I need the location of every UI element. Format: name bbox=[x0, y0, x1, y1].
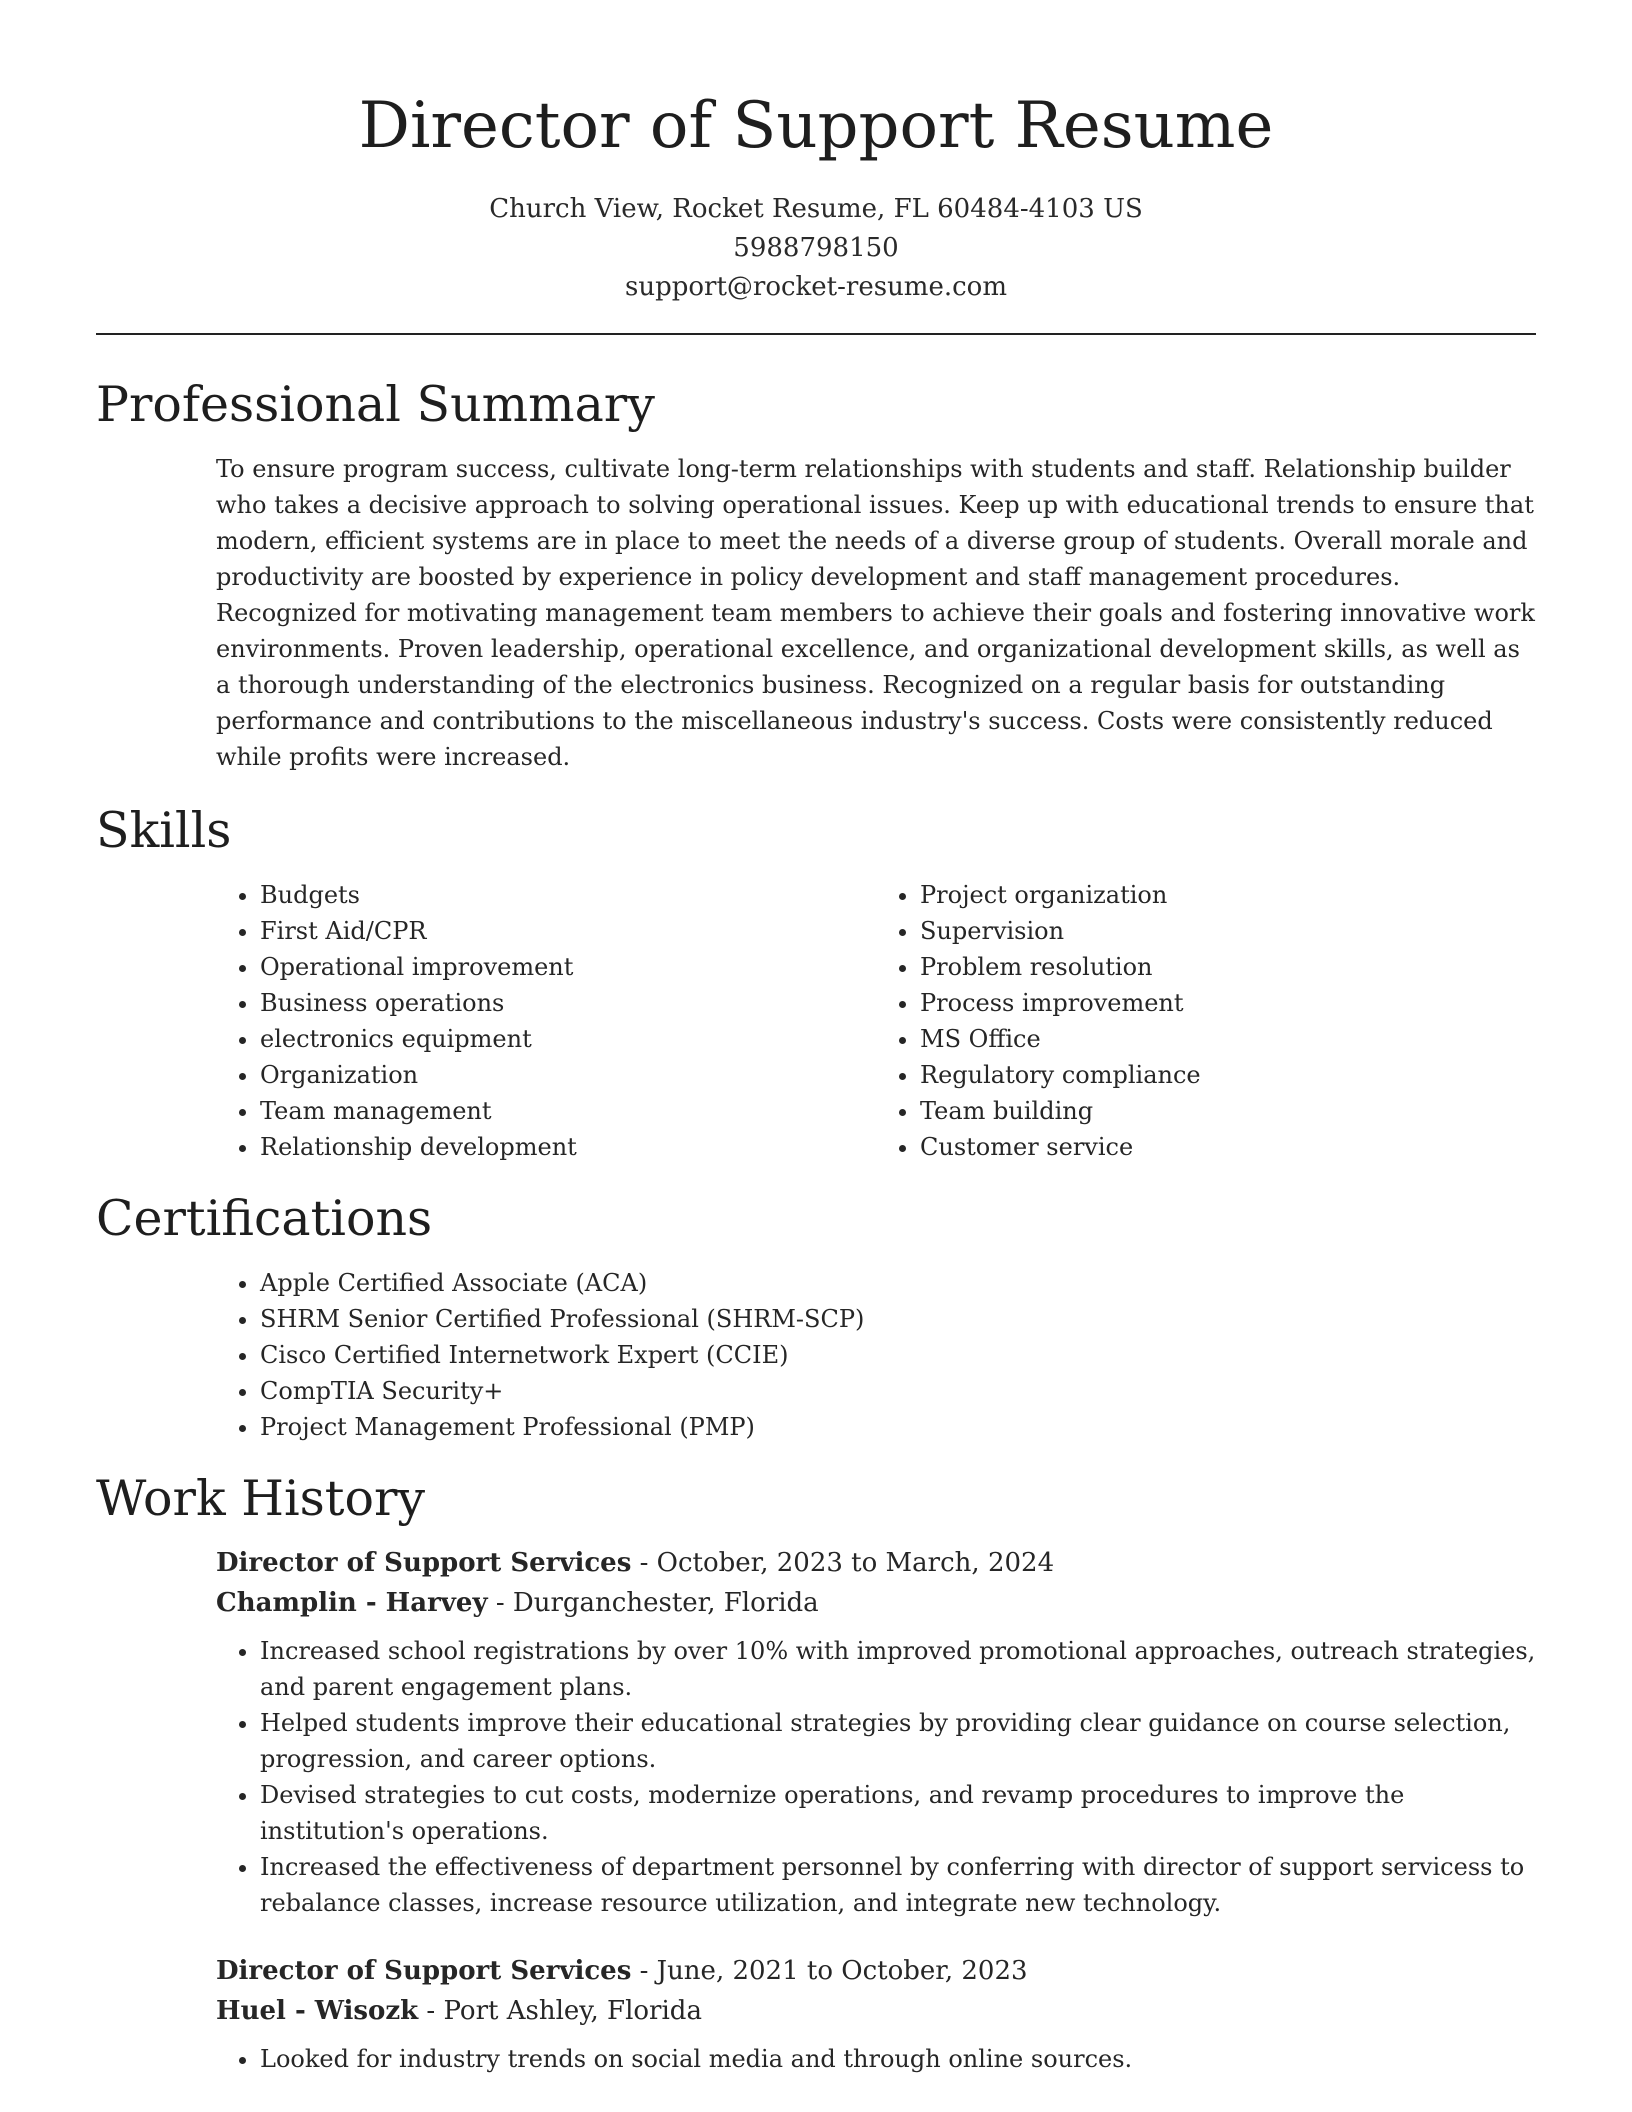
skill-item: • electronics equipment bbox=[260, 1021, 876, 1057]
skill-item: • Project organization bbox=[920, 877, 1536, 913]
skills-list-right bbox=[876, 877, 1536, 1165]
contact-info bbox=[96, 190, 1536, 307]
skill-item: • Operational improvement bbox=[260, 949, 876, 985]
skill-item: • Budgets bbox=[260, 877, 876, 913]
header-divider bbox=[96, 333, 1536, 335]
job-bullet: • Increased the effectiveness of department personnel by conferring with director of support servicess to rebalance classes, increase resource utilization, and integrate new technology. bbox=[260, 1849, 1536, 1921]
contact-phone: 5988798150 bbox=[733, 233, 899, 263]
skill-item: • Relationship development bbox=[260, 1129, 876, 1165]
skill-item: • Team management bbox=[260, 1093, 876, 1129]
job-bullet: • Increased school registrations by over 10% with improved promotional approaches, outreach strategies, and parent engagement plans. bbox=[260, 1633, 1536, 1705]
job-entry bbox=[216, 1951, 1536, 2077]
job-dates: - October, 2023 to March, 2024 bbox=[631, 1548, 1055, 1578]
resume-page bbox=[96, 0, 1536, 2077]
contact-address: Church View, Rocket Resume, FL 60484-4103 US bbox=[489, 194, 1143, 224]
job-title: Director of Support Services bbox=[216, 1548, 632, 1578]
job-title-line bbox=[216, 1951, 1536, 1991]
job-bullet: • Devised strategies to cut costs, modernize operations, and revamp procedures to improve the institution's operations. bbox=[260, 1777, 1536, 1849]
job-company: Champlin - Harvey bbox=[216, 1588, 488, 1618]
job-bullet: • Helped students improve their educational strategies by providing clear guidance on course selection, progression, and career options. bbox=[260, 1705, 1536, 1777]
work-history-heading: Work History bbox=[96, 1470, 426, 1527]
summary-heading: Professional Summary bbox=[96, 376, 655, 433]
skills-columns bbox=[216, 877, 1536, 1165]
skills-list-left bbox=[216, 877, 876, 1165]
job-location: - Durganchester, Florida bbox=[487, 1588, 819, 1618]
skill-item: • Process improvement bbox=[920, 985, 1536, 1021]
certification-item: • Apple Certified Associate (ACA) bbox=[260, 1265, 1536, 1301]
skills-heading: Skills bbox=[96, 802, 232, 859]
skill-item: • Organization bbox=[260, 1057, 876, 1093]
skill-item: • Supervision bbox=[920, 913, 1536, 949]
job-company-line bbox=[216, 1583, 1536, 1623]
job-company-line bbox=[216, 1991, 1536, 2031]
resume-header bbox=[96, 0, 1536, 307]
certifications-block bbox=[216, 1265, 1536, 1445]
skill-item: • Problem resolution bbox=[920, 949, 1536, 985]
certifications-list bbox=[216, 1265, 1536, 1445]
job-entry bbox=[216, 1543, 1536, 1921]
job-bullets bbox=[216, 1633, 1536, 1921]
skill-item: • Regulatory compliance bbox=[920, 1057, 1536, 1093]
job-bullets bbox=[216, 2041, 1536, 2077]
certifications-heading: Certifications bbox=[96, 1190, 433, 1247]
skill-item: • First Aid/CPR bbox=[260, 913, 876, 949]
job-location: - Port Ashley, Florida bbox=[418, 1996, 702, 2026]
job-title: Director of Support Services bbox=[216, 1956, 632, 1986]
certification-item: • SHRM Senior Certified Professional (SHRM-SCP) bbox=[260, 1301, 1536, 1337]
contact-email: support@rocket-resume.com bbox=[624, 272, 1007, 302]
job-bullet: • Looked for industry trends on social media and through online sources. bbox=[260, 2041, 1536, 2077]
skill-item: • Business operations bbox=[260, 985, 876, 1021]
certification-item: • Project Management Professional (PMP) bbox=[260, 1409, 1536, 1445]
resume-title: Director of Support Resume bbox=[358, 89, 1274, 163]
skill-item: • MS Office bbox=[920, 1021, 1536, 1057]
summary-text: To ensure program success, cultivate long-term relationships with students and staff. Relationship builder who takes a decisive approach to solving operational issues. Keep up with educational trends to ensure that modern, efficient systems are in place to meet the needs of a diverse group of students. Overall morale and productivity are boosted by experience in policy development and staff management procedures. Recognized for motivating management team members to achieve their goals and fostering innovative work environments. Proven leadership, operational excellence, and organizational development skills, as well as a thorough understanding of the electronics business. Recognized on a regular basis for outstanding performance and contributions to the miscellaneous industry's success. Costs were consistently reduced while profits were increased. bbox=[216, 455, 1535, 771]
skill-item: • Customer service bbox=[920, 1129, 1536, 1165]
certification-item: • Cisco Certified Internetwork Expert (CCIE) bbox=[260, 1337, 1536, 1373]
job-company: Huel - Wisozk bbox=[216, 1996, 419, 2026]
job-title-line bbox=[216, 1543, 1536, 1583]
certification-item: • CompTIA Security+ bbox=[260, 1373, 1536, 1409]
job-dates: - June, 2021 to October, 2023 bbox=[631, 1956, 1028, 1986]
skill-item: • Team building bbox=[920, 1093, 1536, 1129]
